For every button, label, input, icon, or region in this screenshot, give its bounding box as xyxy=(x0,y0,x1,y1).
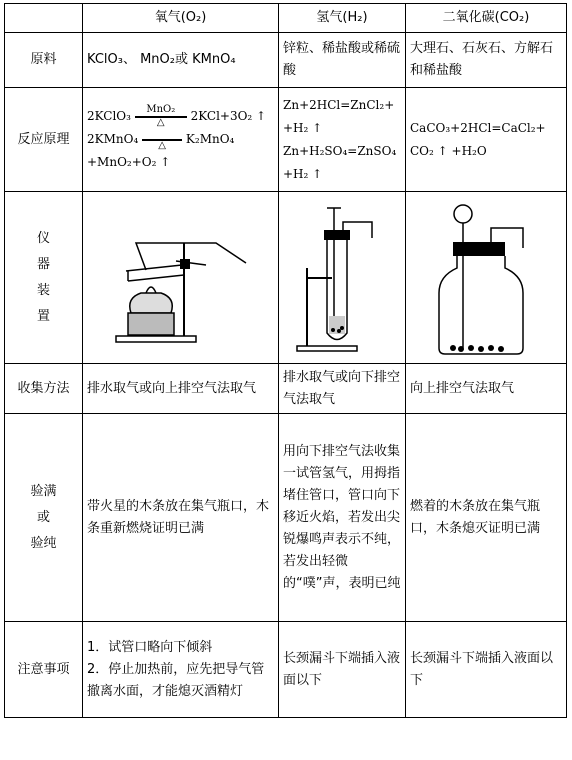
cell-co2-collection: 向上排空气法取气 xyxy=(406,364,567,414)
cell-h2-apparatus xyxy=(279,192,406,364)
apparatus-char-3: 装 xyxy=(36,282,50,298)
cell-o2-collection: 排水取气或向上排空气法取气 xyxy=(83,364,279,414)
cell-o2-apparatus xyxy=(83,192,279,364)
header-row xyxy=(5,4,567,33)
h2-equation-1-cont: +H₂ ↑ xyxy=(283,120,323,135)
cell-o2-test: 带火星的木条放在集气瓶口，木条重新燃烧证明已满 xyxy=(83,414,279,622)
note-o2-1: 1．试管口略向下倾斜 xyxy=(87,639,213,655)
cell-co2-materials: 大理石、石灰石、方解石和稀盐酸 xyxy=(406,33,567,88)
row-principle xyxy=(5,88,567,192)
cell-co2-notes: 长颈漏斗下端插入液面以下 xyxy=(406,622,567,718)
eq1-right: 2KCl+3O₂ ↑ xyxy=(190,109,267,123)
eq1-left: 2KClO₃ xyxy=(87,109,131,123)
co2-equation-cont: CO₂ ↑ +H₂O xyxy=(410,143,487,158)
row-label-notes: 注意事项 xyxy=(5,622,83,718)
h2-equation-1: Zn+2HCl=ZnCl₂+ xyxy=(283,97,395,112)
row-label-apparatus xyxy=(5,192,83,364)
cell-h2-collection: 排水取气或向下排空气法取气 xyxy=(279,364,406,414)
row-notes xyxy=(5,622,567,718)
h2-equation-2: Zn+H₂SO₄=ZnSO₄ xyxy=(283,143,397,158)
header-oxygen: 氧气(O₂) xyxy=(83,4,279,33)
eq1-condition xyxy=(135,105,187,128)
eq2-spacer xyxy=(142,128,182,138)
cell-o2-notes xyxy=(83,622,279,718)
h2-equation-2-cont: +H₂ ↑ xyxy=(283,166,323,181)
apparatus-char-2: 器 xyxy=(36,256,50,272)
cell-o2-principle xyxy=(83,88,279,192)
row-apparatus xyxy=(5,192,567,364)
o2-equation-2 xyxy=(87,128,274,151)
test-label-2: 或 xyxy=(36,509,50,525)
header-carbon-dioxide: 二氧化碳(CO₂) xyxy=(406,4,567,33)
carbon-dioxide-apparatus-diagram xyxy=(431,198,541,358)
corner-cell xyxy=(5,4,83,33)
apparatus-char-1: 仪 xyxy=(36,230,50,246)
cell-co2-apparatus xyxy=(406,192,567,364)
oxygen-apparatus-diagram xyxy=(106,203,256,353)
row-materials xyxy=(5,33,567,88)
row-label-test xyxy=(5,414,83,622)
eq2-right: K₂MnO₄ xyxy=(185,132,235,146)
row-label-materials: 原料 xyxy=(5,33,83,88)
eq2-heat: △ xyxy=(158,140,166,151)
cell-co2-test: 燃着的木条放在集气瓶口，木条熄灭证明已满 xyxy=(406,414,567,622)
row-label-collection: 收集方法 xyxy=(5,364,83,414)
co2-equation: CaCO₃+2HCl=CaCl₂+ xyxy=(410,120,546,135)
cell-co2-principle xyxy=(406,88,567,192)
eq2-continuation: +MnO₂+O₂ ↑ xyxy=(87,155,171,169)
eq2-condition xyxy=(142,128,182,151)
eq1-catalyst: MnO₂ xyxy=(146,104,176,115)
row-label-principle: 反应原理 xyxy=(5,88,83,192)
header-hydrogen: 氢气(H₂) xyxy=(279,4,406,33)
eq2-left: 2KMnO₄ xyxy=(87,132,139,146)
apparatus-char-4: 置 xyxy=(36,308,50,324)
o2-equation-1 xyxy=(87,105,274,128)
row-test xyxy=(5,414,567,622)
cell-h2-test: 用向下排空气法收集一试管氢气，用拇指堵住管口，管口向下移近火焰，若发出尖锐爆鸣声表示不纯，若发出轻微的“噗”声，表明已纯 xyxy=(279,414,406,622)
cell-h2-notes: 长颈漏斗下端插入液面以下 xyxy=(279,622,406,718)
cell-h2-principle xyxy=(279,88,406,192)
cell-o2-materials: KClO₃、 MnO₂或 KMnO₄ xyxy=(83,33,279,88)
gas-preparation-table xyxy=(4,3,567,718)
hydrogen-apparatus-diagram xyxy=(287,198,397,358)
cell-h2-materials: 锌粒、稀盐酸或稀硫酸 xyxy=(279,33,406,88)
row-collection xyxy=(5,364,567,414)
test-label-1: 验满 xyxy=(30,483,57,499)
eq1-heat: △ xyxy=(156,117,165,128)
note-o2-2: 2．停止加热前，应先把导气管撤离水面，才能熄灭酒精灯 xyxy=(87,661,265,699)
test-label-3: 验纯 xyxy=(30,535,57,551)
